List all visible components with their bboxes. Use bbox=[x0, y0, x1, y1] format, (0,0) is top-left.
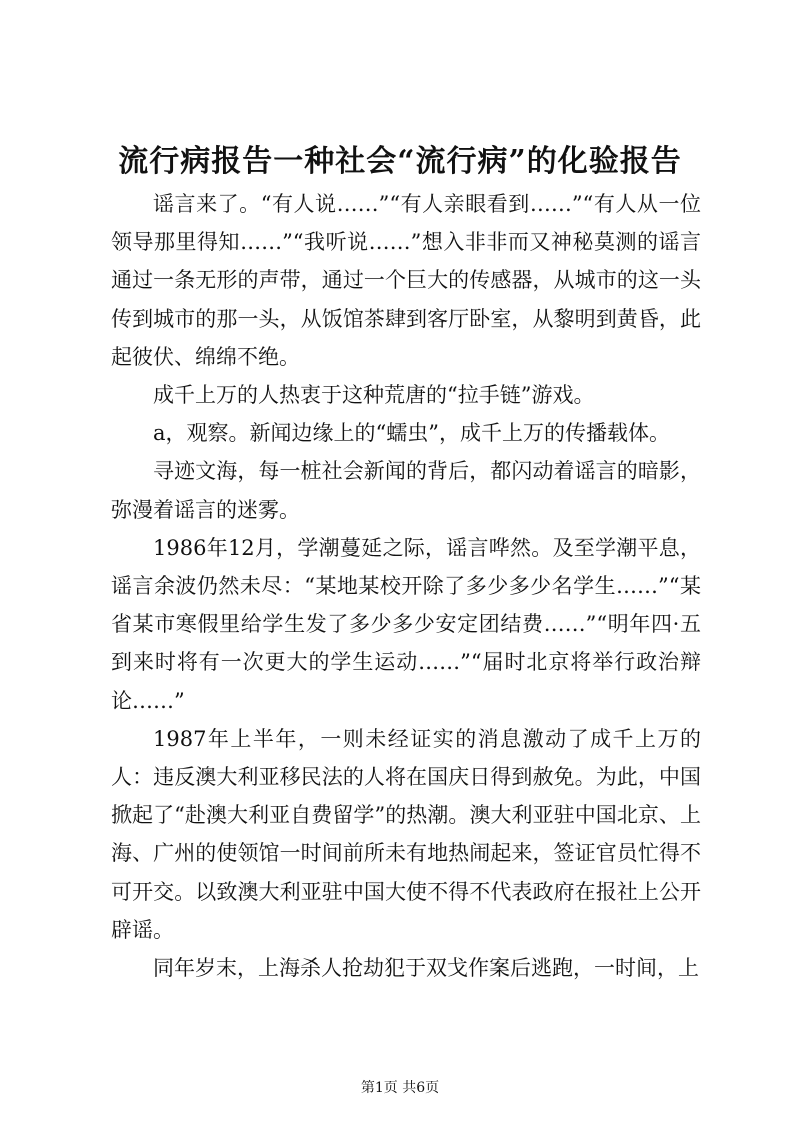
paragraph-hand-chain: 成千上万的人热衷于这种荒唐的“拉手链”游戏。 bbox=[153, 383, 595, 408]
page-number-footer: 第1页 共6页 bbox=[360, 1080, 440, 1096]
paragraph-news-shadow: 寻迹文海，每一桩社会新闻的背后，都闪动着谣言的暗影，弥漫着谣言的迷雾。 bbox=[111, 459, 701, 522]
paragraph-1986: 1986年12月，学潮蔓延之际，谣言哗然。及至学潮平息，谣言余波仍然未尽：“某地某校开除了多少多少名学生……”“某省某市寒假里给学生发了多少多少安定团结费……”“明年四·五到来时将有一次更大的学生运动……”“届时北京将举行政治辩论……” bbox=[111, 535, 701, 713]
paragraph-1987: 1987年上半年，一则未经证实的消息激动了成千上万的人：违反澳大利亚移民法的人将在国庆日得到赦免。为此，中国掀起了“赴澳大利亚自费留学”的热潮。澳大利亚驻中国北京、上海、广州的使领馆一时间前所未有地热闹起来，签证官员忙得不可开交。以致澳大利亚驻中国大使不得不代表政府在报社上公开辟谣。 bbox=[111, 726, 701, 942]
paragraph-year-end: 同年岁末，上海杀人抢劫犯于双戈作案后逃跑，一时间，上 bbox=[153, 956, 699, 981]
document-title: 流行病报告一种社会“流行病”的化验报告 bbox=[118, 144, 682, 179]
paragraph-rumor-intro: 谣言来了。“有人说……”“有人亲眼看到……”“有人从一位领导那里得知……”“我听说……”想入非非而又神秘莫测的谣言通过一条无形的声带，通过一个巨大的传感器，从城市的这一头传到城市的那一头，从饭馆茶肆到客厅卧室，从黎明到黄昏，此起彼伏、绵绵不绝。 bbox=[111, 192, 701, 369]
document-body bbox=[111, 185, 701, 987]
paragraph-observation: a，观察。新闻边缘上的“蠕虫”，成千上万的传播载体。 bbox=[153, 421, 670, 446]
